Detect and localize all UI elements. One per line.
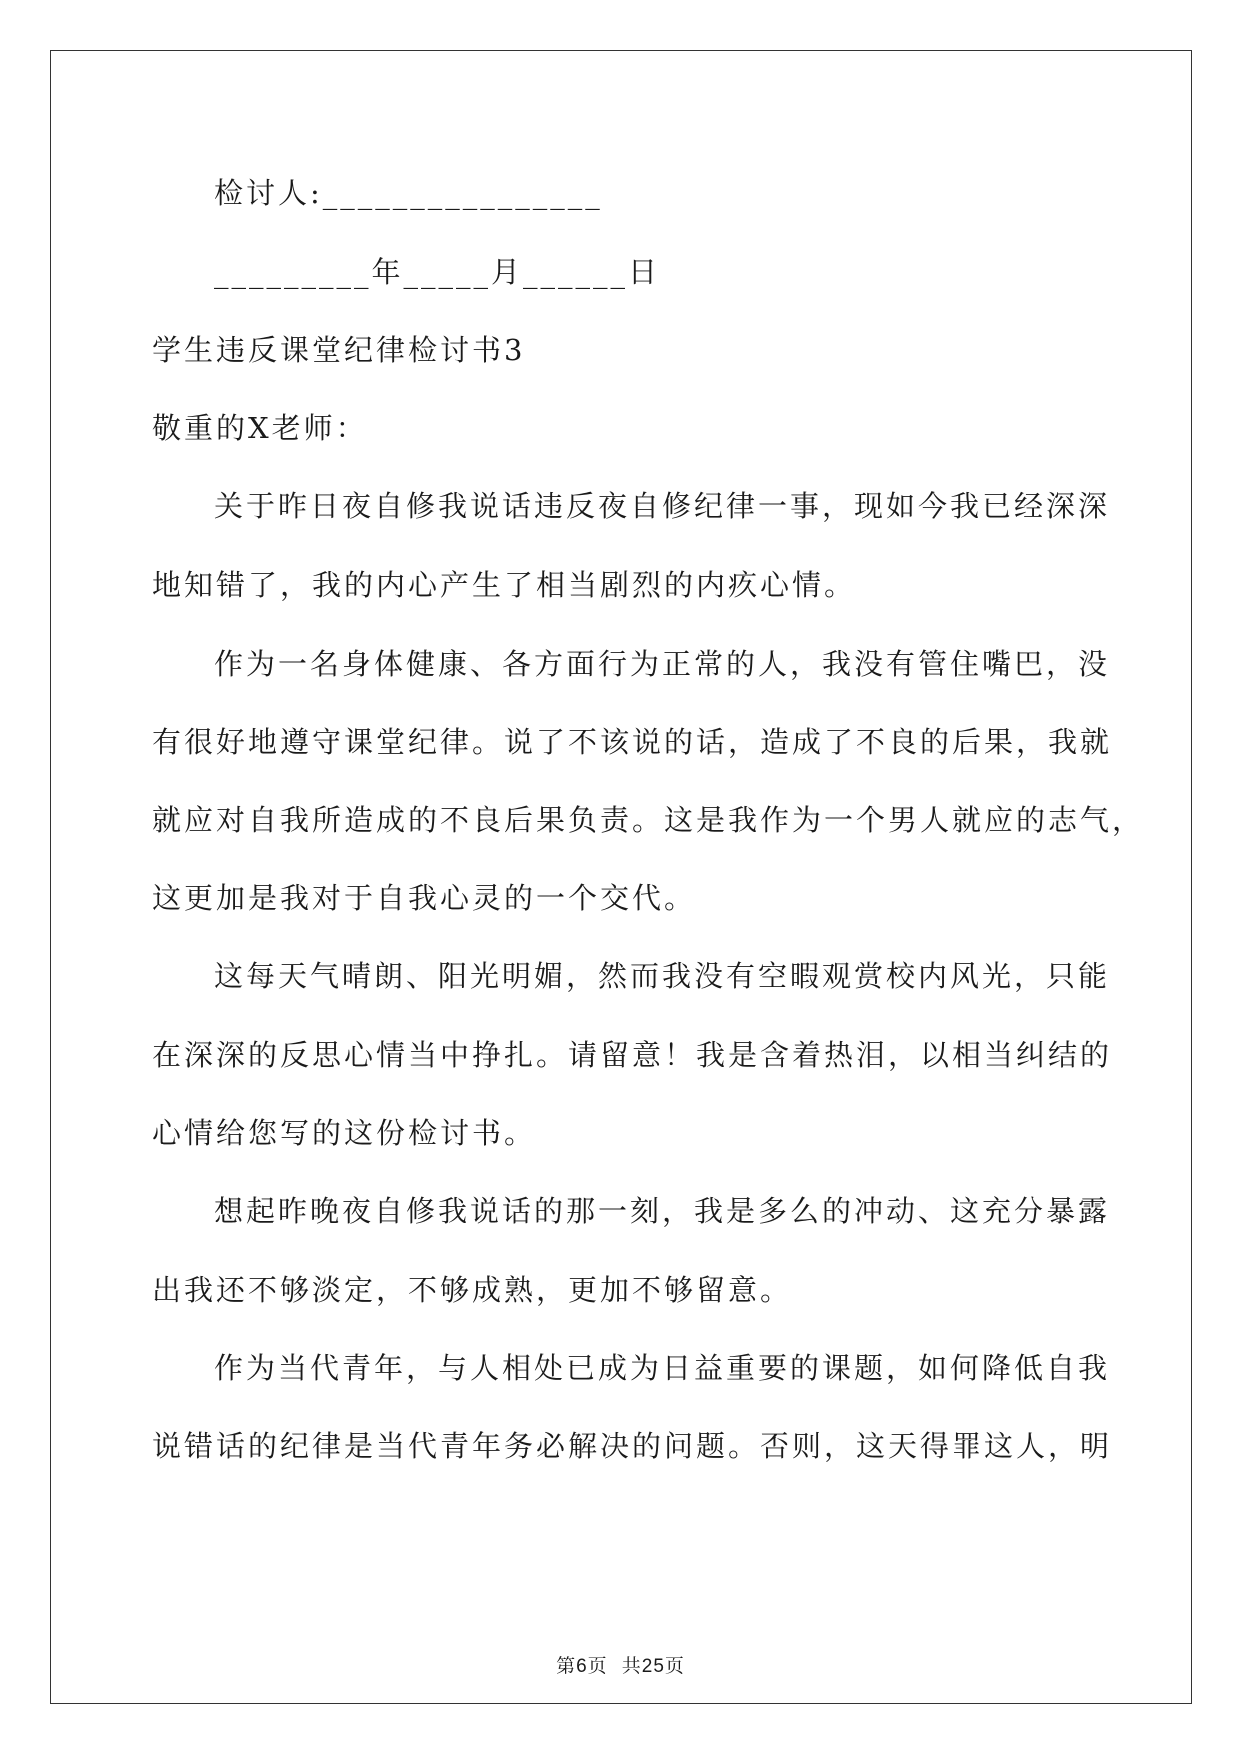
footer-prefix: 第	[556, 1655, 577, 1677]
body-line: 这更加是我对于自我心灵的一个交代。	[152, 881, 697, 915]
footer-total-pages: 25	[641, 1656, 665, 1677]
footer-mid: 页 共	[587, 1655, 642, 1677]
footer-page-number: 6	[576, 1656, 588, 1677]
body-line: 在深深的反思心情当中挣扎。请留意！我是含着热泪，以相当纠结的	[152, 1038, 1113, 1072]
body-line: 想起昨晚夜自修我说话的那一刻，我是多么的冲动、这充分暴露	[214, 1194, 1111, 1228]
body-line: 出我还不够淡定，不够成熟，更加不够留意。	[152, 1273, 793, 1307]
footer-suffix: 页	[664, 1655, 685, 1677]
signature-line: 检讨人:________________	[214, 176, 603, 210]
salutation: 敬重的X老师：	[152, 411, 368, 445]
document-title: 学生违反课堂纪律检讨书3	[152, 333, 526, 367]
body-line: 地知错了，我的内心产生了相当剧烈的内疚心情。	[152, 568, 857, 602]
date-line: _________年_____月______日	[214, 255, 661, 289]
body-line: 有很好地遵守课堂纪律。说了不该说的话，造成了不良的后果，我就	[152, 725, 1113, 759]
body-line: 就应对自我所造成的不良后果负责。这是我作为一个男人就应的志气，	[152, 803, 1145, 837]
body-line: 心情给您写的这份检讨书。	[152, 1116, 537, 1150]
body-line: 说错话的纪律是当代青年务必解决的问题。否则，这天得罪这人，明	[152, 1429, 1113, 1463]
body-line: 关于昨日夜自修我说话违反夜自修纪律一事，现如今我已经深深	[214, 489, 1111, 523]
body-line: 这每天气晴朗、阳光明媚，然而我没有空暇观赏校内风光，只能	[214, 959, 1111, 993]
body-line: 作为一名身体健康、各方面行为正常的人，我没有管住嘴巴，没	[214, 647, 1111, 681]
body-line: 作为当代青年，与人相处已成为日益重要的课题，如何降低自我	[214, 1351, 1111, 1385]
page-footer	[0, 1653, 1241, 1680]
